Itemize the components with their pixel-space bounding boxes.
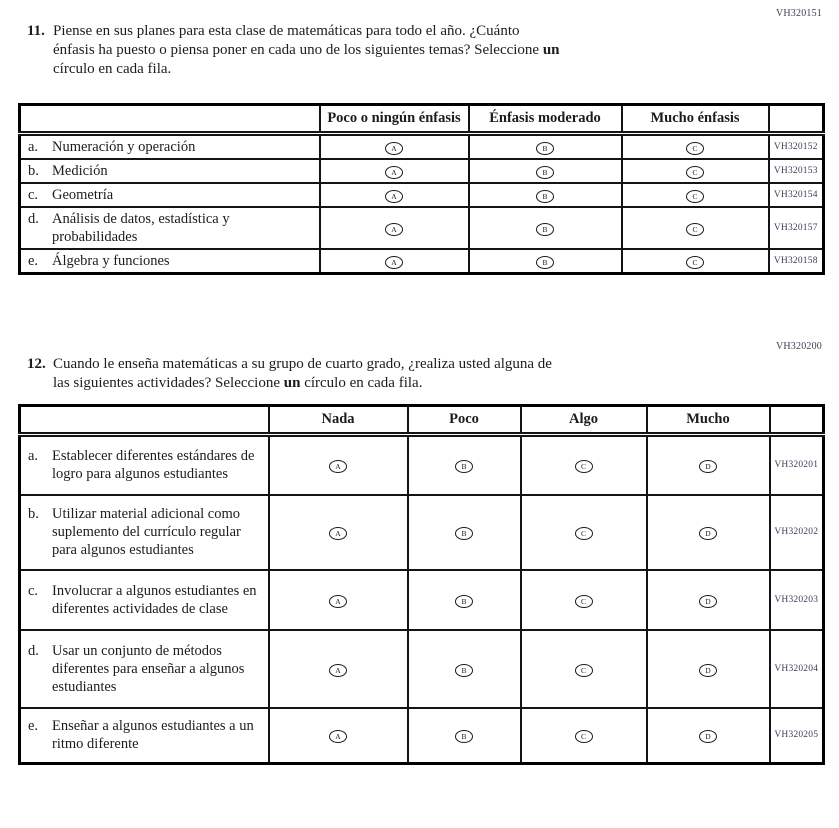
option-bubble-B[interactable]: B [536,166,554,179]
option-cell [269,435,408,495]
option-bubble-B[interactable]: B [455,730,473,743]
option-cell [269,570,408,630]
row-code-cell: VH320152 [769,134,824,160]
question-text-segment: círculo en cada fila. [53,61,172,77]
table-row [20,495,824,570]
row-code-cell: VH320201 [770,435,824,495]
option-cell [647,630,770,708]
option-cell [469,249,622,274]
question-text-segment: un [542,42,560,58]
option-cell [320,183,469,207]
option-cell [408,495,521,570]
row-label-cell [20,159,320,183]
table-row [20,249,824,274]
option-cell [469,134,622,160]
column-header: Poco o ningún énfasis [320,105,469,134]
option-bubble-D[interactable]: D [699,527,717,540]
question-12-form-code: VH320200 [775,341,822,352]
option-cell [408,708,521,764]
option-bubble-C[interactable]: C [686,190,704,203]
option-bubble-C[interactable]: C [575,595,593,608]
row-letter: c. [28,582,39,599]
option-cell [521,708,647,764]
option-cell [521,435,647,495]
option-cell [408,435,521,495]
row-label-cell [20,630,269,708]
row-code-cell: VH320153 [769,159,824,183]
row-label-text: Análisis de datos, estadística y probabilidades [52,211,230,245]
question-text-segment: círculo en cada fila. [300,375,423,391]
row-code-cell: VH320154 [769,183,824,207]
row-label [28,138,313,156]
row-code-cell: VH320203 [770,570,824,630]
row-label-cell [20,134,320,160]
option-cell [408,630,521,708]
option-bubble-A[interactable]: A [329,460,347,473]
row-label-cell [20,495,269,570]
code-column-header [769,105,824,134]
option-bubble-A[interactable]: A [385,142,403,155]
row-label [28,252,313,270]
table-row [20,630,824,708]
row-letter: a. [28,139,39,155]
option-cell [647,570,770,630]
row-label [28,642,262,696]
row-letter: b. [28,163,39,179]
option-bubble-C[interactable]: C [686,223,704,236]
option-bubble-A[interactable]: A [329,595,347,608]
row-label [28,505,262,559]
question-11-form-code: VH320151 [775,8,822,19]
option-cell [622,249,769,274]
table-row [20,134,824,160]
table-row [20,183,824,207]
option-bubble-C[interactable]: C [686,166,704,179]
row-label [28,582,262,618]
option-bubble-C[interactable]: C [575,527,593,540]
row-label-text: Involucrar a algunos estudiantes en diferentes actividades de clase [52,582,257,617]
table-row [20,708,824,764]
question-11-number: 11. [27,23,45,39]
question-11-table [18,103,825,275]
option-bubble-A[interactable]: A [329,664,347,677]
table-header-row [20,406,824,435]
option-cell [647,435,770,495]
question-12 [27,355,839,393]
option-bubble-C[interactable]: C [575,664,593,677]
option-cell [408,570,521,630]
row-letter: d. [28,211,39,227]
row-label-cell [20,435,269,495]
table-row [20,207,824,249]
option-cell [521,630,647,708]
row-label-text: Numeración y operación [52,139,196,155]
row-code-cell: VH320158 [769,249,824,274]
option-cell [469,207,622,249]
row-label [28,447,262,483]
row-label-text: Medición [52,163,108,179]
option-bubble-A[interactable]: A [385,256,403,269]
option-bubble-A[interactable]: A [385,166,403,179]
option-cell [469,183,622,207]
option-bubble-D[interactable]: D [699,730,717,743]
question-text-segment: un [283,375,301,391]
option-bubble-B[interactable]: B [536,142,554,155]
option-bubble-B[interactable]: B [536,223,554,236]
row-label-text: Utilizar material adicional como suplemento del currículo regular para algunos estudiantes [52,506,241,558]
option-cell [269,708,408,764]
row-code-cell: VH320157 [769,207,824,249]
row-label-cell [20,570,269,630]
question-12-text [53,355,743,393]
option-bubble-C[interactable]: C [686,142,704,155]
row-label-text: Geometría [52,187,114,203]
option-bubble-C[interactable]: C [575,460,593,473]
row-label [28,210,313,246]
row-letter: d. [28,642,39,659]
row-label-cell [20,249,320,274]
row-label [28,186,313,204]
option-cell [269,495,408,570]
question-text-segment: Piense en sus planes para esta clase de matemáticas para todo el año. ¿Cuánto [53,23,520,39]
column-header: Énfasis moderado [469,105,622,134]
option-bubble-B[interactable]: B [455,595,473,608]
row-label [28,162,313,180]
row-letter: b. [28,506,39,522]
table-header-row [20,105,824,134]
option-cell [647,708,770,764]
table-row [20,159,824,183]
option-bubble-B[interactable]: B [536,190,554,203]
question-text-segment: Cuando le enseña matemáticas a su grupo de cuarto grado, ¿realiza usted alguna de [53,356,552,372]
option-cell [320,134,469,160]
option-bubble-B[interactable]: B [455,527,473,540]
option-cell [622,159,769,183]
option-cell [320,249,469,274]
row-label-cell [20,207,320,249]
option-bubble-A[interactable]: A [329,730,347,743]
table-row [20,435,824,495]
option-bubble-A[interactable]: A [385,190,403,203]
row-letter: e. [28,253,39,269]
option-cell [320,207,469,249]
option-cell [269,630,408,708]
label-column-header [20,105,320,134]
row-label-text: Usar un conjunto de métodos diferentes para enseñar a algunos estudiantes [52,642,245,695]
row-label-cell [20,183,320,207]
option-bubble-C[interactable]: C [575,730,593,743]
option-cell [647,495,770,570]
option-bubble-A[interactable]: A [385,223,403,236]
option-cell [469,159,622,183]
column-header: Algo [521,406,647,435]
question-11 [27,22,839,79]
row-code-cell: VH320202 [770,495,824,570]
option-bubble-B[interactable]: B [536,256,554,269]
column-header: Poco [408,406,521,435]
question-text-segment: énfasis ha puesto o piensa poner en cada uno de los siguientes temas? Seleccione [53,42,543,58]
option-cell [622,207,769,249]
column-header: Mucho énfasis [622,105,769,134]
row-label-text: Álgebra y funciones [52,253,170,269]
option-cell [521,495,647,570]
option-bubble-B[interactable]: B [455,664,473,677]
row-label-cell [20,708,269,764]
row-letter: a. [28,448,39,465]
column-header: Nada [269,406,408,435]
table-row [20,570,824,630]
row-letter: e. [28,718,39,735]
row-label-text: Enseñar a algunos estudiantes a un ritmo diferente [52,718,254,753]
column-header: Mucho [647,406,770,435]
row-label-text: Establecer diferentes estándares de logro para algunos estudiantes [52,448,255,483]
question-12-number: 12. [27,356,46,372]
option-bubble-D[interactable]: D [699,595,717,608]
label-column-header [20,406,269,435]
row-letter: c. [28,187,39,203]
option-cell [521,570,647,630]
row-code-cell: VH320205 [770,708,824,764]
option-bubble-C[interactable]: C [686,256,704,269]
question-11-text [53,22,743,79]
option-bubble-B[interactable]: B [455,460,473,473]
row-label [28,717,262,753]
option-bubble-D[interactable]: D [699,460,717,473]
option-cell [320,159,469,183]
option-bubble-A[interactable]: A [329,527,347,540]
code-column-header [770,406,824,435]
option-cell [622,134,769,160]
question-text-segment: las siguientes actividades? Seleccione [53,375,284,391]
row-code-cell: VH320204 [770,630,824,708]
question-12-table [18,404,825,765]
option-cell [622,183,769,207]
option-bubble-D[interactable]: D [699,664,717,677]
